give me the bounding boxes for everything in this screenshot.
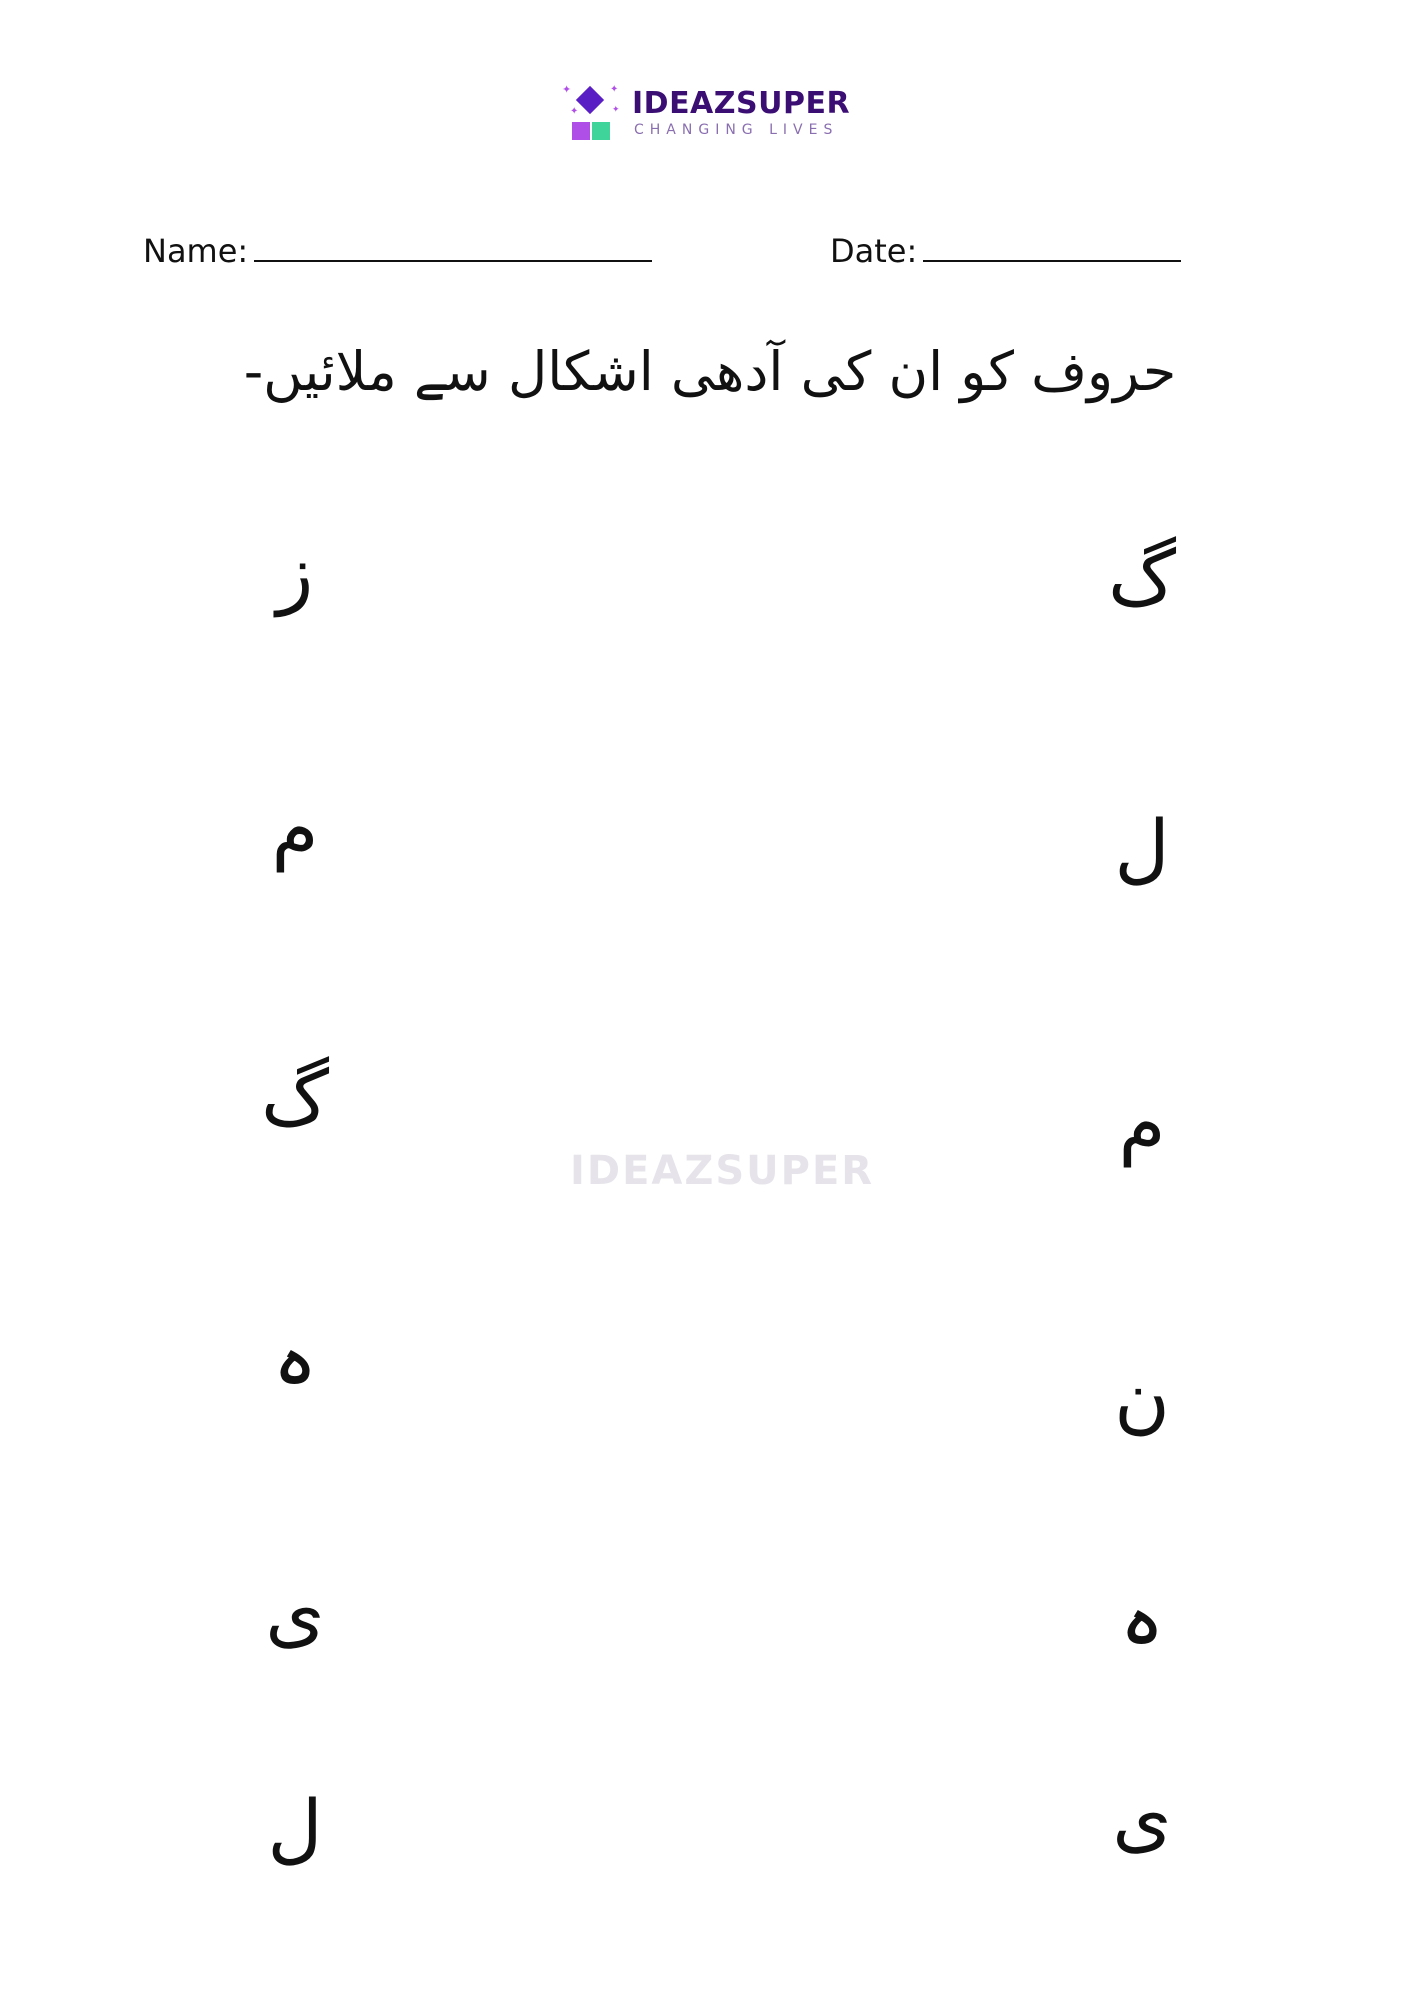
left-letter[interactable]: گ [260, 1053, 330, 1142]
name-line[interactable] [254, 256, 652, 262]
left-letter[interactable]: ہ [272, 1313, 318, 1402]
name-label: Name: [143, 232, 249, 270]
left-letter[interactable]: م [271, 783, 319, 872]
logo-mark-icon [560, 80, 628, 144]
name-field[interactable] [143, 232, 652, 270]
date-field[interactable] [830, 232, 1181, 270]
svg-text:✦: ✦ [570, 106, 579, 117]
instruction-heading: حروف کو ان کی آدھی اشکال سے ملائیں- [243, 340, 1177, 403]
svg-text:✦: ✦ [610, 84, 619, 95]
right-letter[interactable]: ی [1112, 1773, 1172, 1862]
logo [560, 80, 860, 144]
left-letter[interactable]: ز [276, 528, 314, 617]
svg-text:✦: ✦ [612, 105, 620, 115]
left-letter[interactable]: ل [267, 1783, 323, 1872]
svg-text:✦: ✦ [562, 83, 572, 96]
left-letter[interactable]: ی [265, 1568, 325, 1657]
right-letter[interactable]: ہ [1119, 1573, 1165, 1662]
date-line[interactable] [923, 256, 1181, 262]
right-letter[interactable]: ل [1114, 803, 1170, 892]
date-label: Date: [830, 232, 918, 270]
right-letter[interactable]: گ [1107, 533, 1177, 622]
right-letter[interactable]: ن [1114, 1353, 1170, 1442]
logo-tagline: CHANGING LIVES [634, 122, 839, 138]
watermark: IDEAZSUPER [570, 1148, 875, 1194]
right-letter[interactable]: م [1118, 1078, 1166, 1167]
logo-brand: IDEAZSUPER [632, 86, 851, 121]
